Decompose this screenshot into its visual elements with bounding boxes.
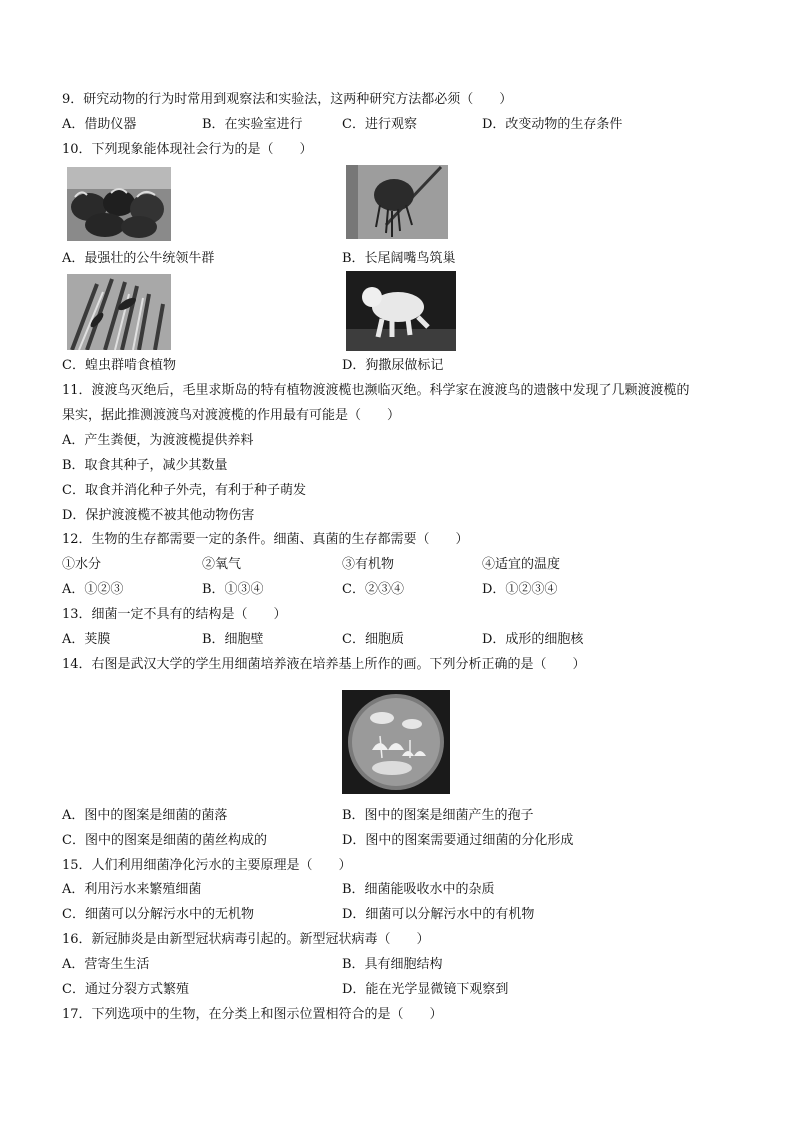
buffalo-herd-photo [67, 167, 171, 241]
q13-option-d: D．成形的细胞核 [482, 632, 584, 647]
q12-item-3: ③有机物 [342, 557, 395, 572]
q11-option-d: D．保护渡渡榄不被其他动物伤害 [62, 508, 255, 523]
q12-option-a: A．①②③ [62, 582, 124, 597]
q12-option-c: C．②③④ [342, 582, 404, 597]
q11-option-c: C．取食并消化种子外壳，有利于种子萌发 [62, 483, 306, 498]
q15-option-b: B．细菌能吸收水中的杂质 [342, 882, 495, 897]
q10-caption-c: C．蝗虫群啃食植物 [62, 358, 176, 373]
q16-stem: 16．新冠肺炎是由新型冠状病毒引起的。新型冠状病毒（ ） [62, 932, 430, 947]
q16-option-a: A．营寄生生活 [62, 957, 150, 972]
q16-option-b: B．具有细胞结构 [342, 957, 443, 972]
q9-option-c: C．进行观察 [342, 117, 417, 132]
q16-option-d: D．能在光学显微镜下观察到 [342, 982, 509, 997]
q11-stem-line1: 11．渡渡鸟灭绝后，毛里求斯岛的特有植物渡渡榄也濒临灭绝。科学家在渡渡鸟的遗骸中发现了几颗渡渡榄的 [62, 383, 690, 398]
q14-stem: 14．右图是武汉大学的学生用细菌培养液在培养基上所作的画。下列分析正确的是（ ） [62, 657, 586, 672]
q13-stem: 13．细菌一定不具有的结构是（ ） [62, 607, 287, 622]
q13-option-c: C．细胞质 [342, 632, 404, 647]
q13-option-a: A．荚膜 [62, 632, 111, 647]
q12-option-d: D．①②③④ [482, 582, 558, 597]
q16-option-c: C．通过分裂方式繁殖 [62, 982, 189, 997]
bacteria-petri-dish-painting [342, 690, 450, 794]
q11-option-b: B．取食其种子，减少其数量 [62, 458, 228, 473]
q15-stem: 15．人们利用细菌净化污水的主要原理是（ ） [62, 858, 352, 873]
q10-caption-d: D．狗撒尿做标记 [342, 358, 444, 373]
q14-option-a: A．图中的图案是细菌的菌落 [62, 808, 228, 823]
q12-item-1: ①水分 [62, 557, 102, 572]
q14-option-b: B．图中的图案是细菌产生的孢子 [342, 808, 534, 823]
q13-option-b: B．细胞壁 [202, 632, 264, 647]
q15-option-c: C．细菌可以分解污水中的无机物 [62, 907, 254, 922]
q11-option-a: A．产生粪便，为渡渡榄提供养料 [62, 433, 254, 448]
locust-swarm-photo [67, 274, 171, 350]
q14-option-d: D．图中的图案需要通过细菌的分化形成 [342, 833, 574, 848]
q10-caption-a: A．最强壮的公牛统领牛群 [62, 251, 215, 266]
q12-item-2: ②氧气 [202, 557, 242, 572]
q10-stem: 10．下列现象能体现社会行为的是（ ） [62, 142, 313, 157]
q9-option-b: B．在实验室进行 [202, 117, 303, 132]
bird-nest-photo [346, 165, 448, 239]
q12-stem: 12．生物的生存都需要一定的条件。细菌、真菌的生存都需要（ ） [62, 532, 469, 547]
q10-caption-b: B．长尾阔嘴鸟筑巢 [342, 251, 456, 266]
q9-option-d: D．改变动物的生存条件 [482, 117, 623, 132]
q9-stem: 9．研究动物的行为时常用到观察法和实验法，这两种研究方法都必须（ ） [62, 92, 513, 107]
q12-item-4: ④适宜的温度 [482, 557, 561, 572]
q14-option-c: C．图中的图案是细菌的菌丝构成的 [62, 833, 267, 848]
q12-option-b: B．①③④ [202, 582, 264, 597]
q15-option-d: D．细菌可以分解污水中的有机物 [342, 907, 535, 922]
q11-stem-line2: 果实，据此推测渡渡鸟对渡渡榄的作用最有可能是（ ） [62, 408, 401, 423]
q9-option-a: A．借助仪器 [62, 117, 137, 132]
dog-marking-photo [346, 271, 456, 351]
q15-option-a: A．利用污水来繁殖细菌 [62, 882, 202, 897]
q17-stem: 17．下列选项中的生物，在分类上和图示位置相符合的是（ ） [62, 1007, 443, 1022]
